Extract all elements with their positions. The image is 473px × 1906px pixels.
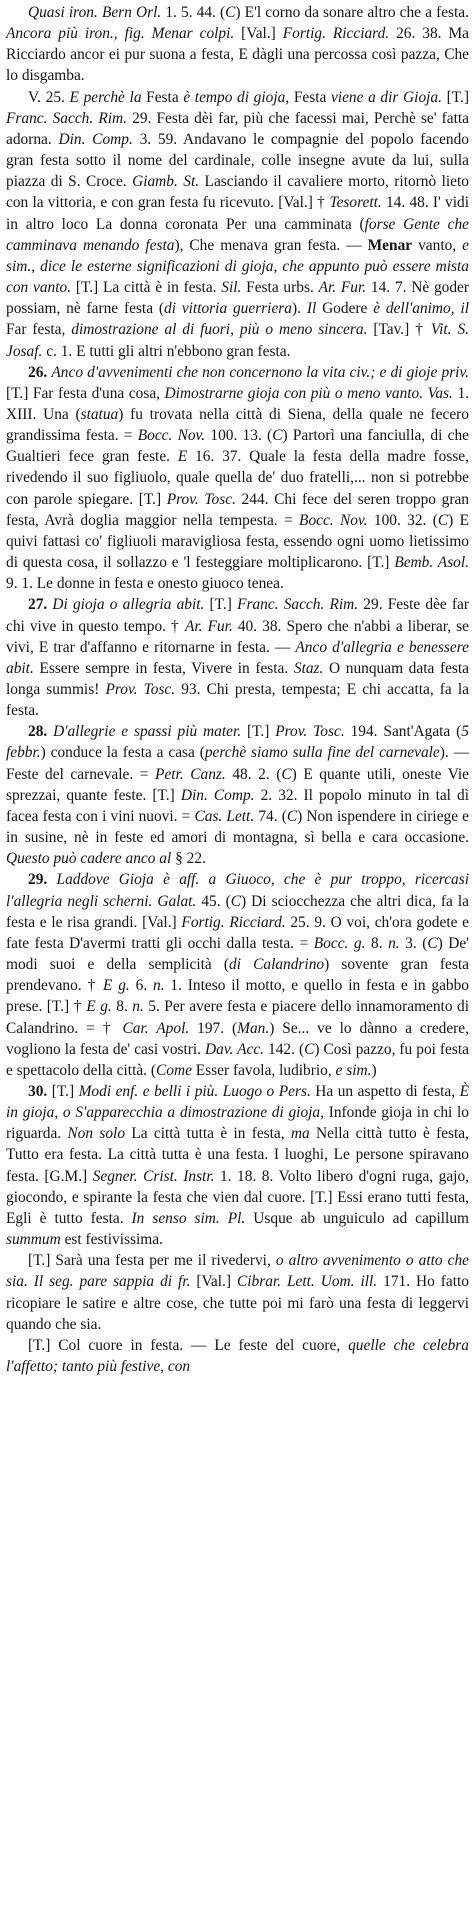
body-text: Festa [141,88,184,106]
italic-text: Bocc. Nov. [299,511,368,529]
body-text: 171. Ho fatto ricopiare le satire e altre cose, che tutte poi mi farò una festa di leggervi quando che sia. [6,1273,469,1333]
italic-text: statua [80,405,119,423]
body-text: La città tutta è in festa, [125,1125,291,1143]
entry-paragraph [6,362,469,595]
italic-text: C [427,934,438,952]
section-number: Menar [367,236,413,254]
body-text: ) sovente gran festa prendevano. † [6,956,469,995]
italic-text: Car. Apol. [122,1019,190,1037]
italic-text: è tempo di gioja, [183,88,290,106]
italic-text: C [225,4,236,21]
body-text: 1. 18. 8. Volto libero d'ogni ruga, gajo, giocondo, e spirante la festa che vien dal cuore. [T.] Essi erano tutti festa, Egli è tutto festa. [6,1167,470,1227]
body-text: Far festa, [6,321,72,339]
italic-text: Ancora più iron., fig. Menar colpi. [6,25,235,43]
body-text: V. 25. [28,88,70,106]
body-text: ) E quivi fattasi co' figliuoli maravigliosa festa, essendo ogni uomo lietissimo di questa cosa, il sollazzo e 'l festeggiare moltiplicarono. [T.] [6,511,470,572]
italic-text: 5 febbr. [6,723,469,762]
italic-text: perchè siamo sulla fine del carnevale [204,744,440,762]
italic-text: n. [153,977,165,995]
italic-text: Giamb. St. [132,173,200,191]
body-text: 194. Sant'Agata ( [344,723,462,741]
body-text: [Val.] [190,1273,237,1291]
italic-text: n. [132,998,144,1016]
body-text: ). [291,300,307,318]
body-text: est festivissima. [60,1231,163,1249]
body-text: [T.] La città è in festa. [71,279,222,297]
body-text: 1. 5. 44. ( [161,4,226,21]
body-text: [Val.] [234,25,283,43]
body-text: [T.] Col cuore in festa. — Le feste del cuore, [28,1336,349,1354]
italic-text: Din. Comp. [58,130,133,148]
body-text: § 22. [171,850,206,868]
italic-text: o altro avvenimento o atto che sia. Il seg. pare sappia di fr. [6,1252,470,1291]
body-text: 25. 9. O voi, ch'ora godete e fate festa D'avermi tratti gli occhi dalla testa. = [6,913,470,952]
italic-text: Ar. Fur. [185,617,233,635]
body-text: Festa urbs. [241,279,319,297]
body-text: ) E'l corno da sonare altro che a festa. [235,4,469,21]
body-text: 9. 1. Le donne in festa e onesto giuoco tenea. [6,575,284,593]
italic-text: Quasi iron. Bern Orl. [28,4,162,21]
entry-paragraph [6,87,469,362]
italic-text: Din. Comp. [180,786,255,804]
italic-text: Di gioja o allegria abit. [52,596,205,614]
body-text: 40. 38. Spero che n'abbi a liberar, se vivi, E trar d'affanno e ritornarne in festa. — [6,617,469,656]
body-text: Ha un aspetto di festa, [310,1082,460,1100]
italic-text: Bocc. Nov. [137,427,206,445]
italic-text: dimostrazione al di fuori, più o meno sincera. [71,321,368,339]
body-text: 100. 13. ( [205,427,273,445]
body-text: 16. 37. Quale la festa della madre fosse, rivedendo il suo figliuolo, quale quella de' duo fratelli,... non si potrebbe con parole spiegare. [T.] [6,448,469,508]
entry-paragraph [6,594,469,721]
section-number: 29. [28,871,57,889]
italic-text: Laddove Gioja è aff. a Giuoco, che è pur troppo, ricercasi l'allegria negli scherni. [6,871,470,910]
body-text: ), Che menava gran festa. — [174,236,368,254]
body-text: 45. ( [196,892,231,910]
body-text: ) Così pazzo, fu poi festa e spettacolo della città. ( [6,1040,469,1079]
italic-text: Galat. [157,892,197,910]
italic-text: Il [306,300,317,318]
italic-text: Modi enf. e belli i più. Luogo o Pers. [78,1082,311,1100]
italic-text: ma [290,1125,310,1143]
italic-text: e sim., dice le esterne significazioni di gioja, che appunto può essere mista con vanto. [6,236,469,297]
italic-text: C [437,511,449,529]
italic-text: e sim. [335,1061,372,1079]
italic-text: Vit. S. Josaf. [6,321,469,360]
italic-text: Tesorett. [329,194,382,212]
body-text: 3. ( [399,934,428,952]
body-text: ) Non ispendere in ciriege e in susine, nè in feste ed amori di montagna, sì bella e cara occasione. [6,807,470,847]
body-text: 93. Chi presta, tempesta; E chi accatta, fa la festa. [6,681,469,720]
body-text: 26. 38. Ma Ricciardo ancor ei pur suona a festa, E dàgli una percossa così pazza, Che lo disgamba. [6,25,469,85]
italic-text: C [272,427,283,445]
body-text: [Tav.] † [367,321,431,339]
italic-text: Dav. Acc. [205,1040,265,1058]
body-text: 29. Feste dèe far chi vive in questo tempo. † [6,596,469,635]
italic-text: Non solo [67,1125,126,1143]
italic-text: n. [388,934,400,952]
entry-paragraph [6,2,469,87]
body-text: Essere sempre in festa, Vivere in festa. [33,659,294,677]
italic-text: Ar. Fur. [318,279,367,297]
italic-text: Cas. Lett. [194,807,255,825]
italic-text: Segner. Crist. Instr. [92,1167,215,1185]
body-text: [T.] [51,1082,79,1100]
italic-text: E [177,448,188,466]
body-text: ) [371,1061,377,1079]
italic-text: D'allegrie e spassi più mater. [53,723,242,741]
body-text: ). — Feste del carnevale. = [6,744,469,783]
body-text: 48. 2. ( [225,765,282,783]
body-text: 14. 48. I' vidi in altro loco La donna coronata Per una camminata ( [6,194,469,233]
italic-text: Vas. [427,384,453,402]
italic-text: Bemb. Asol. [394,554,469,572]
section-number: 28. [28,723,54,741]
body-text: [T.] Sarà una festa per me il rivedervi, [28,1252,276,1270]
body-text: 197. ( [189,1019,238,1037]
body-text: ) De' modi suoi e della semplicità ( [6,934,469,974]
italic-text: forse Gente che camminava menando festa [6,215,469,254]
entry-paragraph [6,1335,469,1377]
italic-text: viene a dir Gioja. [330,88,442,106]
body-text: 3. 59. Andavano le compagnie del popolo facendo gran festa sotto il nome del cardinale, colle insegne avute da lui, sulla piazza di S. Croce. [6,130,469,191]
italic-text: di vittoria guerriera [164,300,292,318]
italic-text: E perchè la [69,88,142,106]
body-text: vanto, [412,236,463,254]
section-number: 27. [28,596,53,614]
italic-text: C [304,1040,315,1058]
italic-text: Fortig. Ricciard. [282,25,390,43]
italic-text: In senso sim. Pl. [131,1209,246,1227]
body-text: Infonde gioja in chi lo riguarda. [6,1104,469,1143]
body-text: 74. ( [254,807,287,825]
italic-text: C [230,892,241,910]
body-text: 8. [365,934,389,952]
body-text: ) Partorì una fanciulla, di che Gualtieri fece gran feste. [6,427,469,466]
italic-text: Petr. Canz. [155,765,226,783]
italic-text: di Calandrino [229,956,325,974]
body-text: ) Se... ve lo dànno a credere, vogliono la festa de' casi vostri. [6,1019,469,1058]
italic-text: Prov. Tosc. [166,490,236,508]
body-text: 142. ( [264,1040,305,1058]
italic-text: Prov. Tosc. [105,681,176,698]
body-text: [T.] [241,723,276,741]
body-text: 14. 7. Nè goder possiam, nè farne festa ( [6,279,470,318]
italic-text: Man. [237,1019,270,1037]
italic-text: Questo può cadere anco al [6,850,172,868]
body-text: 5. Per avere festa e piacere dello innamoramento di Calandrino. = † [6,998,469,1037]
italic-text: Cibrar. Lett. Uom. ill. [236,1273,378,1291]
italic-text: È in gioja, o S'apparecchia a dimostrazione di gioja, [6,1082,469,1122]
body-text: [T.] Far festa d'una cosa, [6,384,165,402]
body-text: Godere [316,300,374,318]
body-text: Lasciando il cavaliere morto, ritornò lieto con la vittoria, e con gran festa fu ricevuto. [Val.] † [6,173,469,212]
italic-text: è dell'animo, il [373,300,469,318]
body-text: Esser favola, ludibrio, [191,1061,336,1079]
italic-text: C [281,765,292,783]
body-text: 6. [129,977,154,995]
entry-paragraph [6,721,469,869]
body-text: 2. 32. Il popolo minuto in tal dì facea festa con i vini nuovi. = [6,786,469,825]
italic-text: Sil. [221,279,242,297]
italic-text: Bocc. g. [313,934,366,952]
body-text: c. 1. E tutti gli altri n'ebbono gran festa. [42,342,291,360]
entry-paragraph [6,869,469,1081]
body-text: 100. 32. ( [367,511,438,529]
italic-text: quelle che celebra l'affetto; tanto più festive, con [6,1336,469,1375]
entry-paragraph [6,1250,469,1335]
italic-text: summum [6,1231,61,1249]
italic-text: Prov. Tosc. [275,723,345,741]
italic-text: Anco d'avvenimenti che non concernono la vita civ.; e di gioje priv. [51,363,469,381]
italic-text: C [286,807,298,825]
body-text: [T.] [204,596,238,614]
body-text: 29. Festa dèi far, più che facessi mai, Perchè se' fatta adorna. [6,109,469,148]
italic-text: E g. [86,998,112,1016]
italic-text: Staz. [293,659,324,677]
body-text: ) Di sciocchezza che altri dica, fa la festa e le risa grandi. [Val.] [6,892,469,931]
body-text: 244. Chi fece del seren troppo gran festa, Avrà doglia maggior nella tempesta. = [6,490,469,529]
italic-text: Dimostrarne gioja con più o meno vanto. [164,384,424,402]
italic-text: Fortig. Ricciard. [181,913,286,931]
section-number: 30. [28,1082,52,1100]
body-text: 1. XIII. Una ( [6,384,469,423]
body-text: ) conduce la festa a casa ( [40,744,205,762]
italic-text: Anco d'allegria e benessere abit. [6,638,469,677]
italic-text: Come [156,1061,192,1079]
body-text: ) fu trovata nella città di Siena, della quale ne fecero grandissima festa. = [6,405,469,445]
italic-text: Franc. Sacch. Rim. [6,109,127,127]
body-text: Festa [289,88,331,106]
body-text: Nella città tutto è festa, Tutto era festa. La città tutta è una festa. I luoghi, Le persone spiravano festa. [G.M.] [6,1125,469,1185]
body-text: 8. [111,998,133,1016]
section-number: 26. [28,363,52,381]
entry-paragraph [6,1081,469,1250]
italic-text: E g. [103,977,130,995]
italic-text: Franc. Sacch. Rim. [237,596,359,614]
body-text: [T.] [441,88,469,106]
body-text: O nunquam data festa longa summis! [6,659,469,698]
body-text: Usque ab unguiculo ad capillum [245,1209,469,1227]
body-text: ) E quante utili, oneste Vie sprezzai, quante feste. [T.] [6,765,469,804]
body-text: 1. Inteso il motto, e quello in festa e in gabbo prese. [T.] † [6,977,469,1016]
